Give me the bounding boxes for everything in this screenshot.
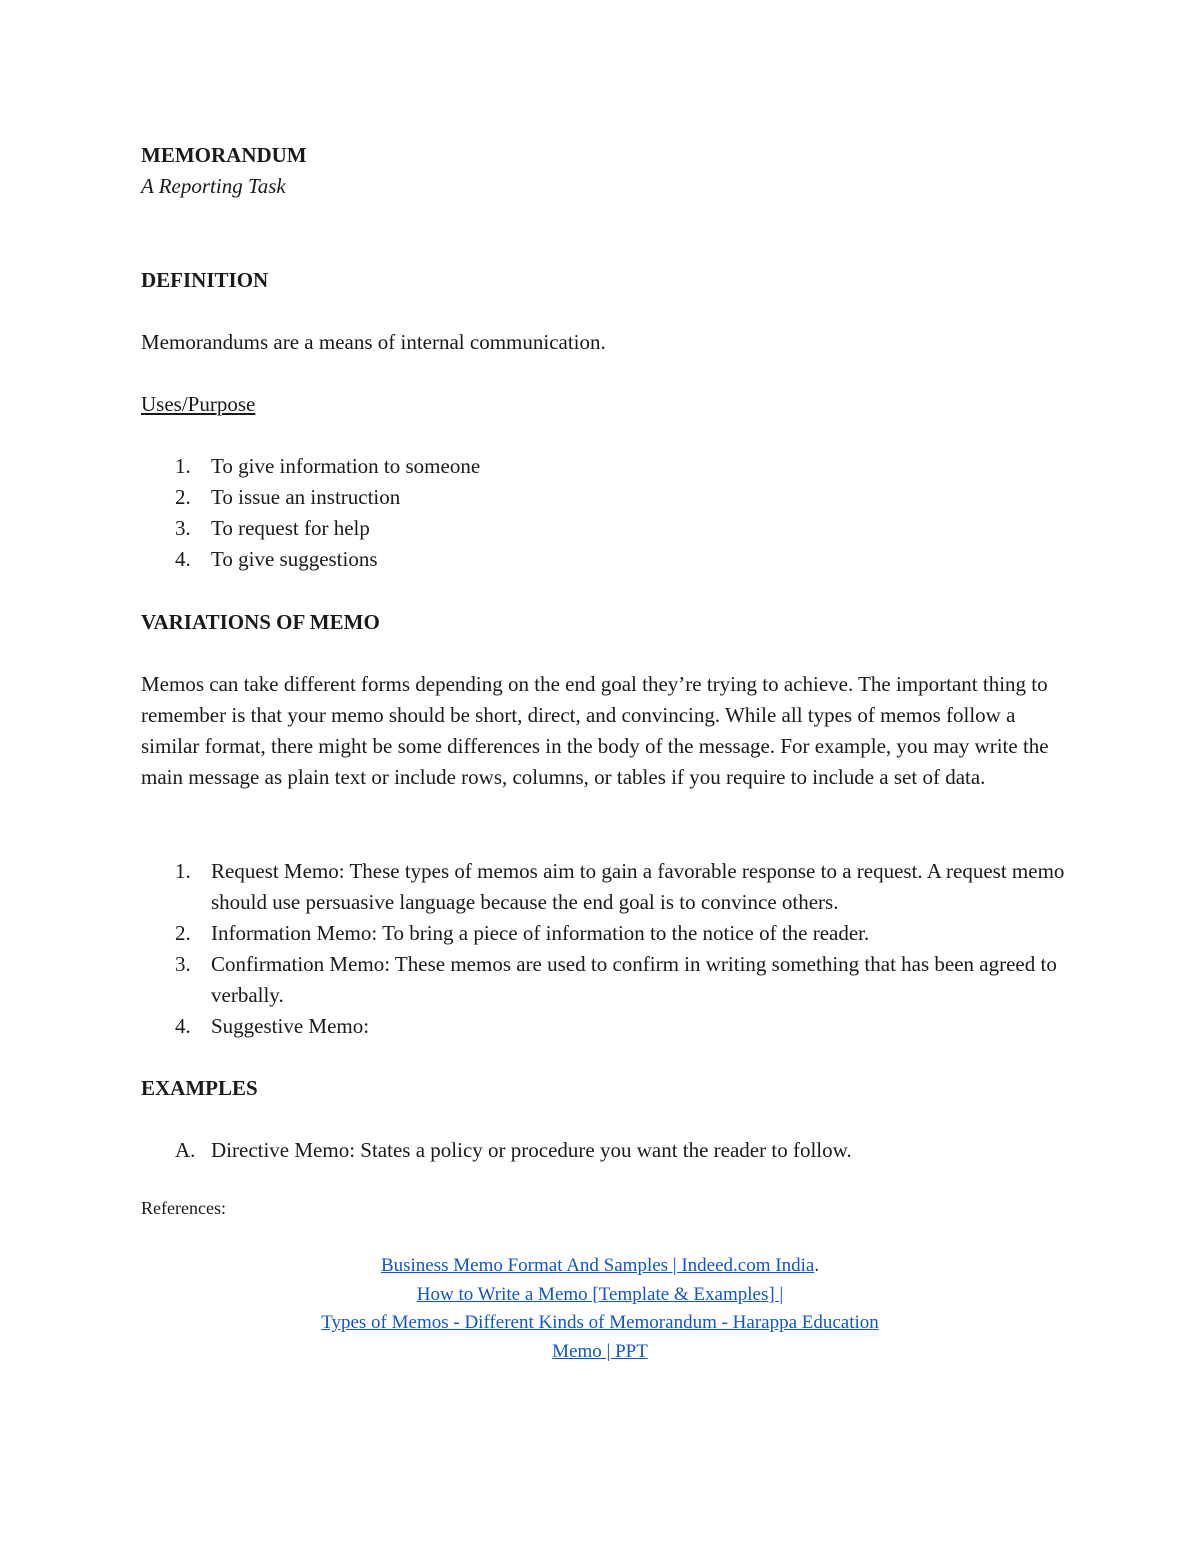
list-item xyxy=(141,1011,1071,1042)
list-number: 3. xyxy=(175,516,191,540)
variations-heading: VARIATIONS OF MEMO xyxy=(141,610,380,634)
list-number: 4. xyxy=(175,547,191,571)
definition-heading: DEFINITION xyxy=(141,268,269,292)
list-item-text: Request Memo: These types of memos aim to gain a favorable response to a request. A request memo should use persuasive language because the end goal is to convince others. xyxy=(211,859,1065,914)
list-number: 1. xyxy=(175,454,191,478)
reference-link-ppt[interactable]: Memo | PPT xyxy=(552,1340,648,1362)
list-item-text: Confirmation Memo: These memos are used to confirm in writing something that has been agreed to verbally. xyxy=(211,952,1057,1007)
list-item xyxy=(141,1135,1071,1166)
list-item xyxy=(141,544,1071,575)
reference-line xyxy=(141,1338,1059,1367)
reference-line xyxy=(141,1281,1059,1310)
reference-link-harappa[interactable]: Types of Memos - Different Kinds of Memorandum - Harappa Education xyxy=(321,1312,879,1333)
reference-line xyxy=(141,1309,1059,1338)
references-list xyxy=(141,1252,1059,1366)
reference-line xyxy=(141,1252,1059,1281)
list-item-text: Suggestive Memo: xyxy=(211,1014,370,1038)
uses-heading: Uses/Purpose xyxy=(141,392,256,416)
list-item xyxy=(141,856,1071,918)
list-number: 3. xyxy=(175,952,191,976)
list-number: 4. xyxy=(175,1014,191,1038)
document-subtitle: A Reporting Task xyxy=(141,174,286,198)
list-item-text: To issue an instruction xyxy=(211,485,401,509)
list-item xyxy=(141,949,1071,1011)
examples-heading: EXAMPLES xyxy=(141,1076,258,1100)
list-item-text: Information Memo: To bring a piece of information to the notice of the reader. xyxy=(211,921,870,945)
document-title: MEMORANDUM xyxy=(141,143,307,167)
list-item-text: To give suggestions xyxy=(211,547,378,571)
list-item xyxy=(141,513,1071,544)
uses-list xyxy=(141,451,1071,575)
list-number: 2. xyxy=(175,921,191,945)
list-item xyxy=(141,451,1071,482)
reference-link-how-to-write[interactable]: How to Write a Memo [Template & Examples] | xyxy=(416,1283,784,1305)
list-item-text: To give information to someone xyxy=(211,454,481,478)
examples-list xyxy=(141,1135,1071,1166)
list-item xyxy=(141,918,1071,949)
list-letter: A. xyxy=(175,1138,196,1162)
list-item-text: Directive Memo: States a policy or procedure you want the reader to follow. xyxy=(211,1138,852,1162)
list-item xyxy=(141,482,1071,513)
references-label: References: xyxy=(141,1198,226,1218)
variations-list xyxy=(141,856,1071,1042)
reference-suffix: . xyxy=(814,1255,820,1276)
variations-intro: Memos can take different forms depending on the end goal they’re trying to achieve. The important thing to remember is that your memo should be short, direct, and convincing. While all types of memos follow a similar format, there might be some differences in the body of the message. For example, you may write the main message as plain text or include rows, columns, or tables if you require to include a set of data. xyxy=(141,672,1049,789)
list-number: 1. xyxy=(175,859,191,883)
definition-text: Memorandums are a means of internal communication. xyxy=(141,330,606,354)
list-number: 2. xyxy=(175,485,191,509)
reference-link-indeed[interactable]: Business Memo Format And Samples | Indeed.com India xyxy=(380,1255,815,1276)
list-item-text: To request for help xyxy=(211,516,370,540)
